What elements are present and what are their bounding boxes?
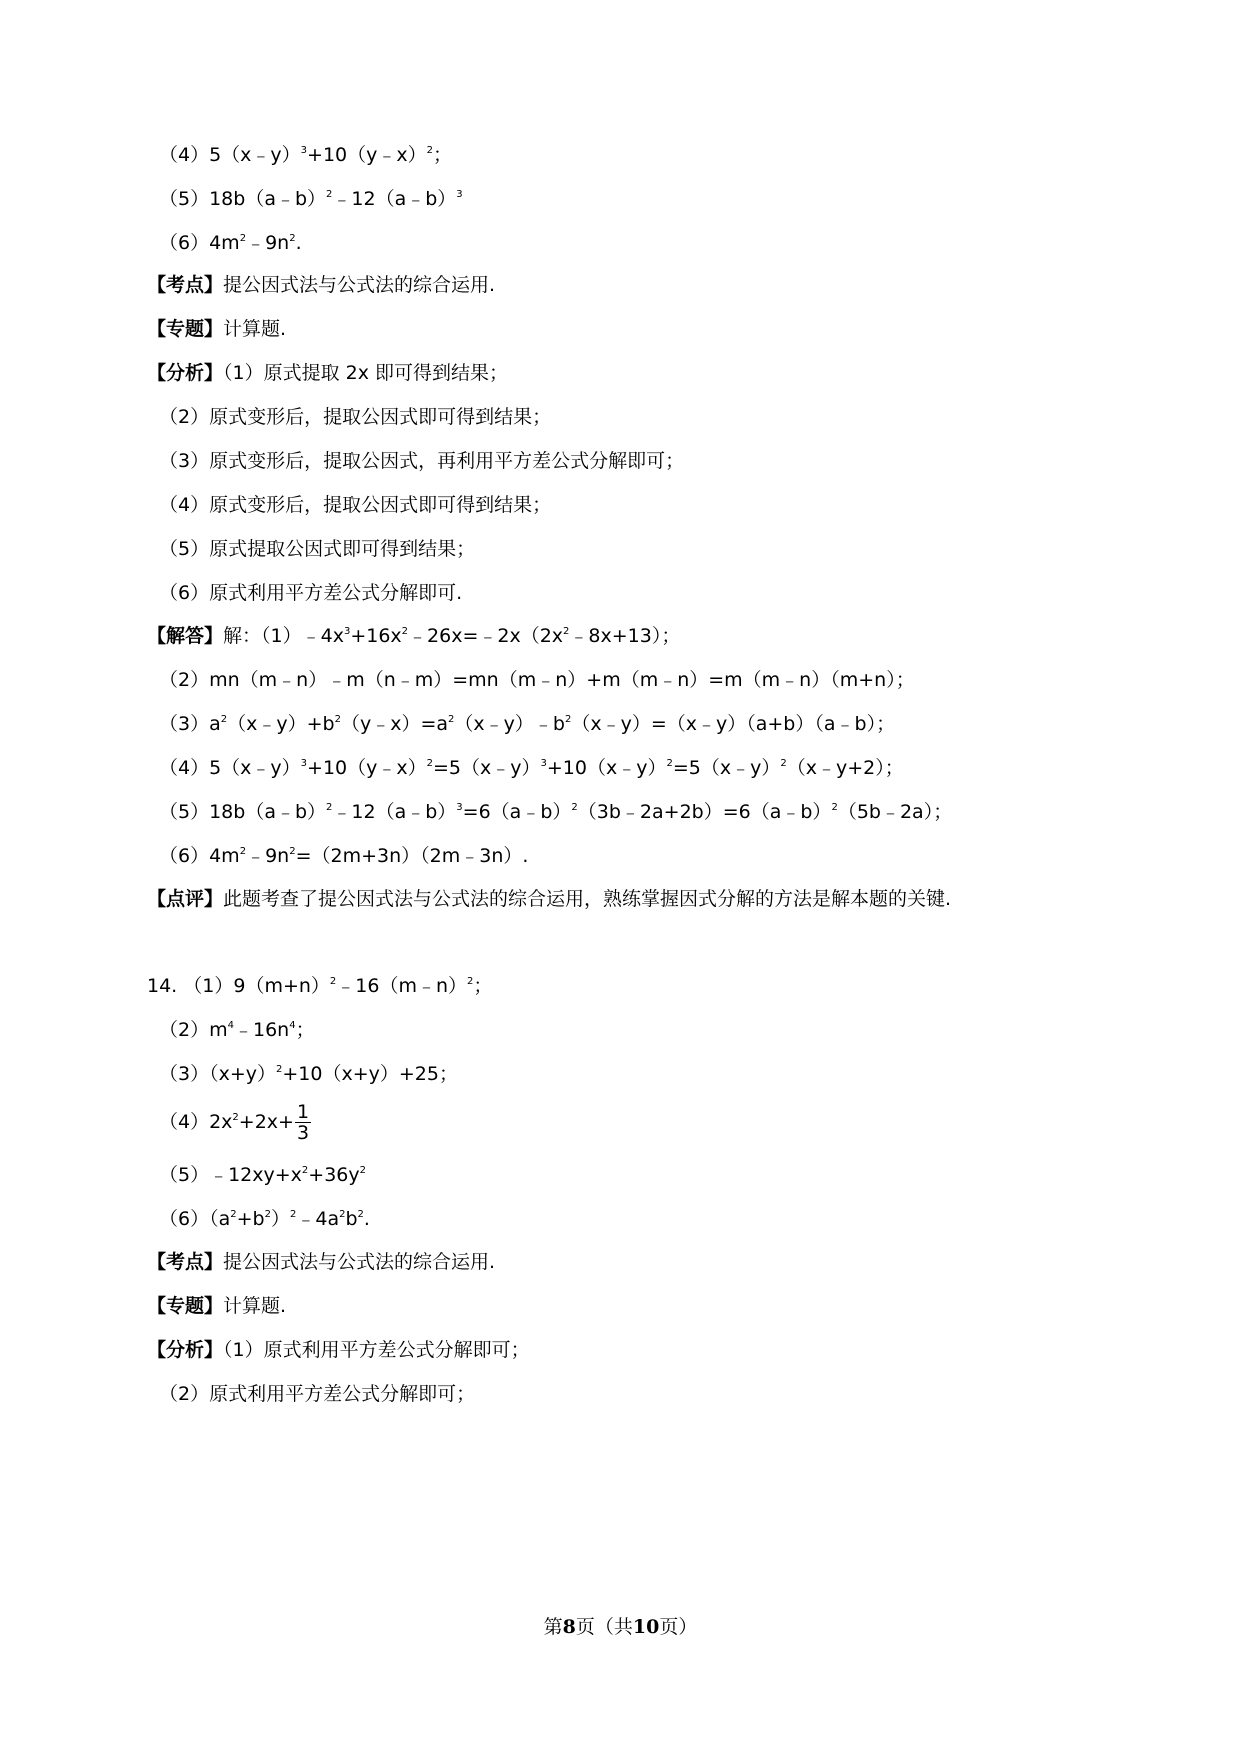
q14-part-3: $(3)(x+y)^2+10(x+y)+25$；: [159, 1063, 458, 1085]
fenxi-line-2: （2）原式变形后，提取公因式即可得到结果；: [159, 406, 552, 428]
q14-fenxi-section: 【分析】（1）原式利用平方差公式分解即可；: [147, 1339, 530, 1361]
q14-part-5: $(5)﹣12xy+x^2+36y^2$: [159, 1164, 367, 1186]
q14-part-1: 14. $(1)9(m+n)^2﹣16(m﹣n)^2$；: [147, 975, 493, 997]
zhuanti-tag: 【专题】: [147, 318, 224, 340]
q14-zhuanti-section: 【专题】计算题.: [147, 1295, 287, 1317]
fenxi-section: 【分析】（1）原式提取 2x 即可得到结果；: [147, 362, 509, 384]
jieda-line-2: （2）mn（m﹣n）﹣m（n﹣m）=mn（m﹣n）+m（m﹣n）=m（m﹣n）（m+n）；: [159, 669, 915, 691]
fenxi-tag: 【分析】: [147, 362, 224, 384]
zhuanti-section: 【专题】计算题.: [147, 318, 287, 340]
kaodian-section: 【考点】提公因式法与公式法的综合运用.: [147, 274, 496, 296]
fenxi-tag: 【分析】: [147, 1339, 224, 1361]
jieda-line-3: $(3)a^2(x﹣y)+b^2(y﹣x)=a^2(x﹣y)﹣b^2(x﹣y)=(x﹣y)(a+b)(a﹣b)$；: [159, 713, 896, 735]
page-number: 8: [562, 1616, 576, 1638]
zhuanti-tag: 【专题】: [147, 1295, 224, 1317]
fenxi-line-3: （3）原式变形后，提取公因式，再利用平方差公式分解即可；: [159, 450, 685, 472]
problem-part-6: $(6)4m^2﹣9n^2$.: [159, 232, 302, 254]
jieda-line-6: $(6)4m^2﹣9n^2=(2m+3n)(2m﹣3n)$.: [159, 845, 529, 867]
dianping-tag: 【点评】: [147, 888, 224, 910]
q14-fenxi-line-2: （2）原式利用平方差公式分解即可；: [159, 1383, 476, 1405]
fenxi-line-5: （5）原式提取公因式即可得到结果；: [159, 538, 476, 560]
dianping-section: 【点评】此题考查了提公因式法与公式法的综合运用，熟练掌握因式分解的方法是解本题的关键.: [147, 888, 952, 910]
page-footer: 第8页（共10页）: [543, 1616, 698, 1638]
problem-part-5: （5）18b（a﹣b）$^2$﹣12（a﹣b）$^3$: [159, 188, 463, 210]
q14-kaodian-section: 【考点】提公因式法与公式法的综合运用.: [147, 1251, 496, 1273]
q14-part-4: $(4)2x^2+2x+$ $\frac{1}{3}$: [159, 1101, 310, 1144]
jieda-line-5: （5）18b（a﹣b）$^2$﹣12（a﹣b）$^3$=6（a﹣b）$^2$（3b﹣2a+2b）=6（a﹣b）$^2$（5b﹣2a）；: [159, 801, 953, 823]
fenxi-line-4: （4）原式变形后，提取公因式即可得到结果；: [159, 494, 552, 516]
kaodian-tag: 【考点】: [147, 1251, 224, 1273]
jieda-tag: 【解答】: [147, 625, 224, 647]
kaodian-tag: 【考点】: [147, 274, 224, 296]
jieda-section: 【解答】解：$(1)﹣4x^3+16x^2﹣26x=﹣2x(2x^2﹣8x+13)$；: [147, 625, 681, 647]
jieda-line-4: （4）5（x﹣y）$^3$+10（y﹣x）$^2$=5（x﹣y）$^3$+10（x﹣y）$^2$=5（x﹣y）$^2$（x﹣y+2）；: [159, 757, 904, 779]
question-number: 14.: [147, 975, 178, 997]
q14-part-2: $(2)m^4﹣16n^4$；: [159, 1019, 315, 1041]
q14-part-6: $(6)(a^2+b^2)^2﹣4a^2b^2$.: [159, 1208, 370, 1230]
problem-part-4: （4）5（x﹣y）$^3$+10（y﹣x）$^2$；: [159, 144, 453, 166]
fraction: $\frac{1}{3}$: [296, 1101, 310, 1144]
fenxi-line-6: （6）原式利用平方差公式分解即可.: [159, 582, 463, 604]
page-total: 10: [632, 1616, 660, 1638]
